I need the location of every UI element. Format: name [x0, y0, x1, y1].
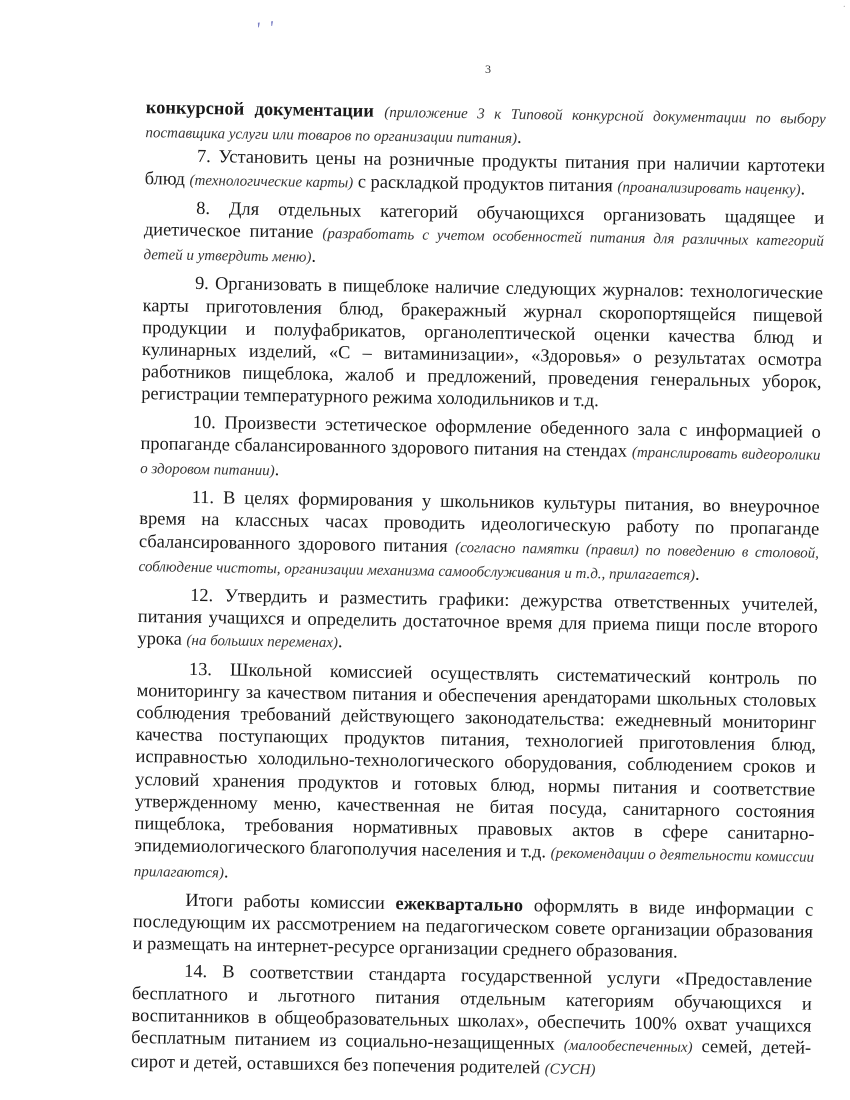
bold-text: ежеквартально: [395, 892, 524, 915]
italic-note: (на больших переменах): [186, 633, 339, 652]
paragraph-tail: .: [516, 127, 522, 148]
paragraph-12: [0, 581, 842, 663]
document-body: [0, 94, 850, 1086]
paragraph-lead: 8. Для отдельных категорий обучающихся организовать щадящее и диетическое питание: [143, 197, 825, 242]
paragraph-13: [0, 654, 841, 893]
paragraph-10: [0, 407, 845, 491]
italic-note-2: (проанализировать наценку): [617, 179, 801, 198]
paragraph-11: [0, 483, 844, 589]
paragraph-lead: 13. Школьной комиссией осуществлять систематический контроль по мониторингу за качеством питания и обеспечения арендаторами школьных столовых соблюдения требований действующего законодательства: ежедневный мониторинг качества поступающих продуктов питания, технологией приготовления блюд, исправностью холодильно-технологического оборудования, соблюдением сроков и условий хранения продуктов и готовых блюд, нормы питания и соответствие утвержденному меню, качественная не битая посуда, санитарного состояния пищеблока, требования нормативных правовых актов в сфере санитарно-эпидемиологического благополучия населения и т.д.: [134, 658, 818, 862]
italic-note: (технологические карты): [189, 172, 354, 191]
paragraph-text: оформлять в виде информации с последующим их рассмотрением на педагогическом совете организации образования и размещать на интернет-ресурсе организации среднего образования.: [132, 894, 814, 962]
paragraph-tail: .: [800, 177, 806, 199]
italic-note: (согласно памятки (правил) по поведению в столовой, соблюдение чистоты, организации механизма самообслуживания и т.д., прилагается): [138, 539, 820, 584]
paragraph-text: [374, 101, 385, 121]
italic-note: (приложение 3 к Типовой конкурсной документации по выбору поставщика услуги или товаров по организации питания): [145, 104, 826, 148]
italic-note: (малообеспеченных): [563, 1037, 693, 1056]
paragraph-lead: 10. Произвести эстетическое оформление обеденного зала с информацией о пропаганде сбалансированного здорового питания на стендах: [140, 411, 821, 461]
paragraph-tail: .: [311, 245, 317, 267]
italic-note: (разработать с учетом особенностей питания для различных категорий детей и утвердить меню): [143, 225, 824, 266]
paragraph-lead: 9. Организовать в пищеблоке наличие следующих журналов: технологические карты приготовления блюд, бракеражный журнал скоропортящейся пищевой продукции и полуфабрикатов, органолептической оценки качества блюд и кулинарных изделий, «С – витаминизации», «Здоровья» о результатах осмотра работников пищеблока, жалоб и предложений, проведения генеральных уборок, регистрации температурного режима холодильников и т.д.: [141, 273, 824, 411]
paragraph-lead: 7. Установить цены на розничные продукты питания при наличии картотеки блюд: [144, 146, 826, 189]
paragraph-lead: 14. В соответствии стандарта государственной услуги «Предоставление бесплатного и льготного питания отдельным категориям обучающихся и воспитанников в общеобразовательных школах», обеспечить 100% охват учащихся бесплатным питанием из социально-незащищенных: [131, 961, 813, 1054]
italic-note-2: (СУСН): [544, 1061, 596, 1079]
italic-note: (рекомендации о деятельности комиссии прилагаются): [133, 845, 815, 881]
paragraph-lead: Итоги работы комиссии: [185, 889, 396, 913]
corner-mark: ·: [842, 2, 846, 13]
paragraph-14: [0, 957, 836, 1085]
italic-note: (транслировать видеоролики о здоровом питании): [140, 444, 821, 480]
paragraph-tail: .: [337, 631, 343, 652]
paragraph-text: с раскладкой продуктов питания: [353, 170, 618, 196]
paragraph-9: [0, 269, 847, 416]
page-number: 3: [485, 62, 491, 76]
paragraph-text: семей, детей-сирот и детей, оставшихся без попечения родителей: [130, 1035, 812, 1078]
paragraph-8: [0, 194, 848, 278]
bold-text: конкурсной документации: [145, 97, 375, 121]
paragraph-lead: 11. В целях формирования у школьников культуры питания, во внеурочное время на классных часах проводить идеологическую работу по пропаганде сбалансированного здорового питания: [138, 487, 820, 556]
paragraph-tail: .: [694, 563, 700, 584]
paragraph-tail: .: [274, 459, 280, 480]
paragraph-lead: 12. Утвердить и разместить графики: дежурства ответственных учителей, питания учащихся и определить достаточное время для приема пищи после второго урока: [137, 584, 819, 650]
scribble-mark: ' ': [254, 17, 277, 41]
paragraph-tail: .: [223, 860, 229, 881]
